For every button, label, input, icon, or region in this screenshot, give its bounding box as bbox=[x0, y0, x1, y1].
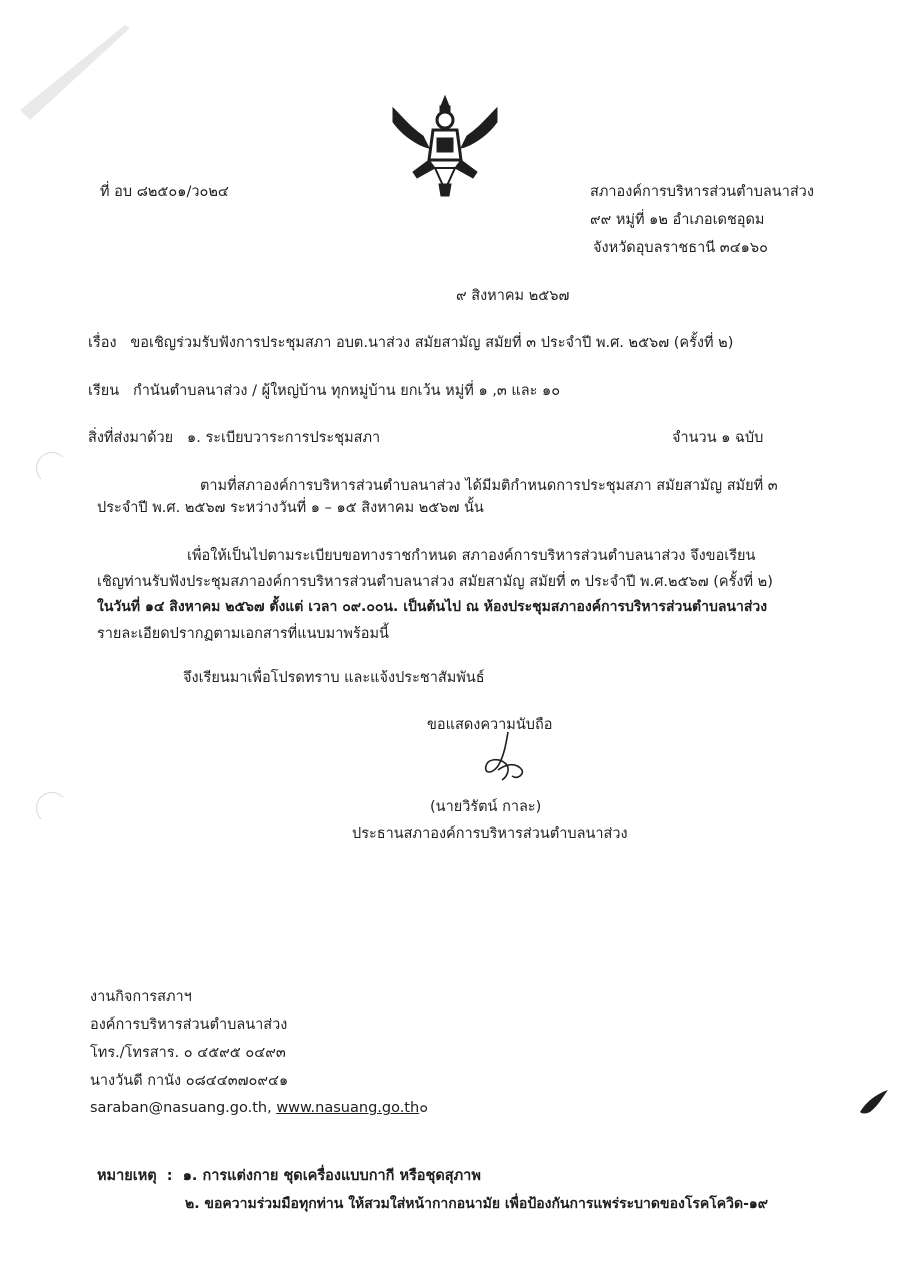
website-link[interactable]: www.nasuang.go.th bbox=[276, 1100, 420, 1116]
paragraph-2-line-1: เพื่อให้เป็นไปตามระเบียบขอทางราชกำหนด สภาองค์การบริหารส่วนตำบลนาส่วง จึงขอเรียน bbox=[187, 548, 756, 564]
paragraph-2-line-2: เชิญท่านรับฟังประชุมสภาองค์การบริหารส่วนตำบลนาส่วง สมัยสามัญ สมัยที่ ๓ ประจำปี พ.ศ.๒๕๖๗ (ครั้งที่ ๒) bbox=[97, 574, 773, 590]
contact-person: นางวันดี กานัง ๐๘๔๔๓๗๐๙๔๑ bbox=[90, 1073, 289, 1089]
contact-email-row bbox=[90, 1096, 428, 1119]
sender-org: สภาองค์การบริหารส่วนตำบลนาส่วง bbox=[590, 184, 814, 200]
contact-phone: โทร./โทรสาร. ๐ ๔๕๙๕ ๐๔๙๓ bbox=[90, 1045, 286, 1061]
contact-department: งานกิจการสภาฯ bbox=[90, 989, 192, 1005]
signature-mark bbox=[478, 730, 530, 790]
website-suffix: ๐ bbox=[419, 1100, 429, 1116]
note-item-2: ๒. ขอความร่วมมือทุกท่าน ให้สวมใส่หน้ากากอนามัย เพื่อป้องกันการแพร่ระบาดของโรคโควิด-๑๙ bbox=[185, 1196, 769, 1212]
paragraph-2-line-4: รายละเอียดปรากฏตามเอกสารที่แนบมาพร้อมนี้ bbox=[97, 626, 389, 642]
reference-number: ที่ อบ ๘๒๕๐๑/ว๐๒๔ bbox=[100, 184, 229, 200]
sender-province: จังหวัดอุบลราชธานี ๓๔๑๖๐ bbox=[593, 240, 768, 256]
subject-text: ขอเชิญร่วมรับฟังการประชุมสภา อบต.นาส่วง สมัยสามัญ สมัยที่ ๓ ประจำปี พ.ศ. ๒๕๖๗ (ครั้งที่ ๒) bbox=[130, 335, 734, 351]
punch-hole-mark bbox=[36, 452, 68, 484]
sender-address: ๙๙ หมู่ที่ ๑๒ อำเภอเดชอุดม bbox=[590, 212, 765, 228]
paragraph-2-meeting-details: ในวันที่ ๑๔ สิงหาคม ๒๕๖๗ ตั้งแต่ เวลา ๐๙.๐๐น. เป็นต้นไป ณ ห้องประชุมสภาองค์การบริหารส่วนตำบลนาส่วง bbox=[97, 599, 768, 615]
note-row: หมายเหตุ : ๑. การแต่งกาย ชุดเครื่องแบบกากี หรือชุดสุภาพ bbox=[97, 1168, 481, 1184]
signer-name: (นายวิรัตน์ กาละ) bbox=[430, 799, 542, 815]
enclosure-label: สิ่งที่ส่งมาด้วย bbox=[88, 430, 174, 446]
signer-title: ประธานสภาองค์การบริหารส่วนตำบลนาส่วง bbox=[352, 826, 628, 842]
ink-blot-mark bbox=[858, 1088, 890, 1116]
contact-organization: องค์การบริหารส่วนตำบลนาส่วง bbox=[90, 1017, 288, 1033]
enclosure-quantity: จำนวน ๑ ฉบับ bbox=[672, 430, 764, 446]
subject-row bbox=[88, 331, 848, 354]
closing-paragraph: จึงเรียนมาเพื่อโปรดทราบ และแจ้งประชาสัมพันธ์ bbox=[183, 670, 485, 686]
scan-fold-mark bbox=[20, 20, 130, 120]
paragraph-1-line-2: ประจำปี พ.ศ. ๒๕๖๗ ระหว่างวันที่ ๑ – ๑๕ สิงหาคม ๒๕๖๗ นั้น bbox=[97, 500, 484, 516]
note-label: หมายเหตุ bbox=[97, 1168, 157, 1184]
enclosure-text: ๑. ระเบียบวาระการประชุมสภา bbox=[187, 430, 381, 446]
recipient-text: กำนันตำบลนาส่วง / ผู้ใหญ่บ้าน ทุกหมู่บ้าน ยกเว้น หมู่ที่ ๑ ,๓ และ ๑๐ bbox=[132, 383, 561, 399]
note-item-1: ๑. การแต่งกาย ชุดเครื่องแบบกากี หรือชุดสุภาพ bbox=[182, 1168, 481, 1184]
garuda-emblem-icon bbox=[383, 88, 507, 198]
letter-date: ๙ สิงหาคม ๒๕๖๗ bbox=[456, 288, 570, 304]
subject-label: เรื่อง bbox=[88, 335, 117, 351]
punch-hole-mark bbox=[36, 792, 68, 824]
contact-email[interactable]: saraban@nasuang.go.th, bbox=[90, 1100, 277, 1116]
paragraph-1-line-1: ตามที่สภาองค์การบริหารส่วนตำบลนาส่วง ได้มีมติกำหนดการประชุมสภา สมัยสามัญ สมัยที่ ๓ bbox=[200, 478, 778, 494]
sign-off: ขอแสดงความนับถือ bbox=[427, 717, 553, 733]
recipient-row bbox=[88, 379, 848, 402]
recipient-label: เรียน bbox=[88, 383, 120, 399]
